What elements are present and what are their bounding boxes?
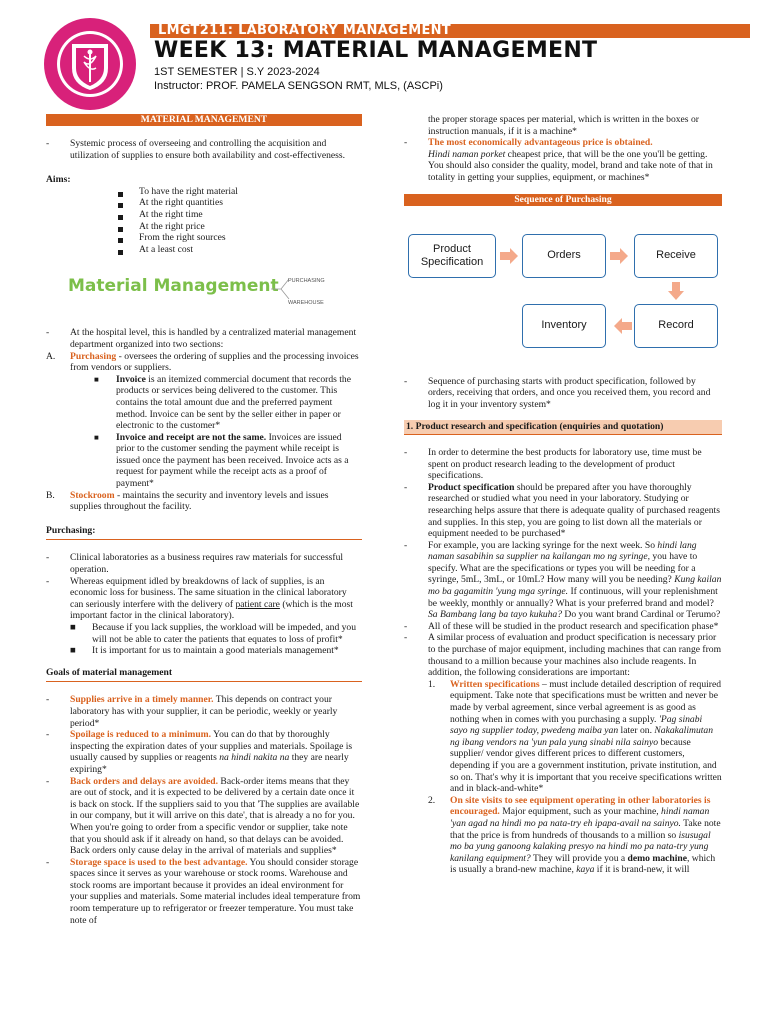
consideration-text: They will provide you a [530,852,628,864]
aim-item [46,232,362,244]
consideration-text: Take note that the price is from hundreds of thousands to a million so [450,817,721,841]
economic-price-item: - The most economically advantageous price is obtained. Hindi naman porket cheapest price, that will be the one you'll be getting. You should also consider the quality, model, brand and take note of that in totality in getting your supplies, equipment, or machines* [404,137,713,183]
economic-price-text: cheapest price, that will be the one you'll be getting. You should also consider the quality, model, brand and take note of that in totality in getting your supplies, equipment, or machines* [428,148,713,183]
flow-box-receive: Receive [634,234,718,278]
goal-term: Back orders and delays are avoided. [70,775,219,787]
purchasing-point-text: Clinical laboratories as a business requires raw materials for successful operation. [70,552,344,576]
flow-box-record: Record [634,304,718,348]
aim-item [46,186,362,198]
product-research-text: A similar process of evaluation and product specification is necessary prior to the purchase of major equipment, including machines that can range from thousand to a million because your machines also include reagents. In addition, the following considerations are important: [428,632,722,679]
hospital-intro-text: At the hospital level, this is handled by a centralized material management department organized into two sections: [70,327,357,350]
sequence-description-text: Sequence of purchasing starts with product specification, followed by orders, receiving that orders, and once you received them, you record and log it in your inventory system* [428,375,711,410]
consideration-italic: hindi naman 'yan agad na hindi mo pa nata-try eh ipapa-avail na sainyo. [450,806,710,829]
aim-text: To have the right material [139,185,238,197]
goal-italic-text: na hindi nakita na [219,752,290,764]
product-research-text: you have to specify. What are the specifications or types you will be needing for a syringe, 5mL, 3mL, or 10mL? How many will you be needing? [428,551,698,586]
goal-text: they are nearly expiring* [70,752,349,775]
product-research-text: For example, you are lacking syringe for the next week. So [428,539,658,551]
goal-text: You can do that by thoroughly inspecting the expiration dates of your supplies and materials. Spoilage is usually caused by supplies or reagents [70,729,353,764]
material-management-banner [46,265,362,315]
definition-text: Systemic process of overseeing and controlling the acquisition and utilization of supplies to ensure both availability and cost-effectiveness. [70,138,346,161]
consideration-text: , which is usually a brand-new machine, [450,852,716,876]
product-research-text: All of these will be studied in the product research and specification phase* [428,620,719,632]
goal-text: This depends on contract your laboratory has with your supplier, it can be periodic, weekly or yearly period* [70,694,338,729]
consideration-text: because supplier/ vendor gives different prices to different customers, depending if you are a government institution, private institution, and so on. That's why it is important that you receive specifications written and in black-and-white* [450,736,722,795]
purchasing-point: - Clinical laboratories as a business requires raw materials for successful operation. [46,552,344,576]
right-column [404,114,722,876]
aims-label: Aims: [46,174,71,186]
section-header-material-management: MATERIAL MANAGEMENT [46,114,362,126]
product-research-point: - For example, you are lacking syringe for the next week. So hindi lang naman sasabihin sa supplier na kailangan mo ng syringe, you have to specify. What are the specifications or types you will be needing for a syringe, 5mL, 3mL, or 10mL? How many will you be needing? Kung kailan mo ba gagamitin 'yung mga syringe. If continuous, will your replenishment be weekly, monthly or annually? What is your preferred brand and model? Sa Bambang lang ba tayo kukuha? Do you want brand Cardinal or Terumo? [404,539,722,621]
list-marker: 1. [428,678,436,690]
consideration-term: On site visits to see equipment operating in other laboratories is encouraged. [450,794,711,818]
consideration-text: – must include detailed description of required equipment. Take note that specifications must be written and never be made by verbal agreement, since verbal agreement is as good as nothing when in comes with you purchasing a supply. [450,678,722,725]
semester-line: 1ST SEMESTER | S.Y 2023-2024 [154,66,320,78]
banner-warehouse: WAREHOUSE [288,300,324,307]
purchasing-section-item [46,351,362,374]
economic-price-term: The most economically advantageous price is obtained. [428,137,653,149]
purchasing-heading: Purchasing: [46,525,362,541]
purchasing-text: - oversees the ordering of supplies and the processing invoices from vendors or suppliers. [70,350,359,374]
product-research-text: Do you want brand Cardinal or Terumo? [562,609,721,621]
product-research-point: - Product specification should be prepared after you have thoroughly researched or studied what you need in your laboratory. Studying or researching helps assure that there is adequate quality of purchased reagents and supplies. In this step, you are going to list down all the materials or equipment needed to be purchased* [404,481,720,540]
goal-text: You should consider storage spaces since it serves as your warehouse or stock rooms. Warehouse and stock rooms are important because it provides an ideal environment for your supplies and materials. Some material includes ideal temperature from room temperature up to refrigerator or freezer temperature. You must take note of [70,856,361,926]
purchasing-subpoint: ■ Because if you lack supplies, the workload will be impeded, and you will not be able to cater the patients that equates to loss of profit* [70,622,357,645]
sequence-description-item: - Sequence of purchasing starts with product specification, followed by orders, receiving that orders, and once you received them, you record and log it in your inventory system* [404,375,711,410]
flow-arrow-down-icon [668,282,684,300]
goals-heading: Goals of material management [46,667,362,683]
receipt-item: ■ Invoice and receipt are not the same. Invoices are issued prior to the customer sending the payment while receipt is issued once the payment has been received. Invoice acts as a request for payment while the receipt acts as a proof of payment* [94,431,349,490]
purchasing-point-text: Whereas equipment idled by breakdowns of lack of supplies, is an economic loss for business. The same situation in the clinical laboratory can seriously interfere with the delivery of [70,575,347,610]
purchasing-subpoint-text: It is important for us to maintain a good materials management* [92,645,339,657]
aim-item [46,221,362,233]
flow-box-orders: Orders [522,234,606,278]
economic-price-italic: Hindi naman porket [428,148,506,160]
goal-text: Back-order items means that they are out of stock, and it is expected to be delivered by a certain date once it is back on stock. If the suppliers said to you that 'The supplies are available in our company, but it will arrive on this date', that is already a no for you. When you're going to order from a specific vendor or supplier, take note that you should ask if it already on hand, so that delays can be avoided. Back orders only cause delay in the arrival of materials and supplies* [70,775,360,857]
patient-care-text: patient care [235,598,280,610]
aim-text: At the right time [139,208,203,220]
consideration-italic: 'Pag sinabi sayo ng supplier today, pwedeng maiba yan [450,713,703,737]
purchasing-term: Purchasing [70,350,117,362]
product-research-italic: Sa Bambang lang ba tayo kukuha? [428,609,563,621]
product-research-point: - In order to determine the best products for laboratory use, time must be spent on product research leading to the development of product specifications. [404,446,702,482]
purchasing-point-text: (which is the most important factor in the clinical laboratory). [70,598,353,622]
consideration-term: Written specifications [450,678,540,690]
flow-box-inventory: Inventory [522,304,606,348]
aim-item [46,209,362,221]
aim-item [46,197,362,209]
banner-title: Material Management [68,276,279,297]
list-marker: B. [46,489,55,501]
consideration-item [404,795,722,876]
consideration-italic: kaya [576,864,595,876]
product-research-text: If continuous, will your replenishment be weekly, monthly or annually? What is your preferred brand and model? [428,586,718,609]
aim-text: At a least cost [139,243,194,255]
hospital-intro-item: - At the hospital level, this is handled by a centralized material management department organized into two sections: [46,327,357,350]
goal-item: - Spoilage is reduced to a minimum. You can do that by thoroughly inspecting the expiration dates of your supplies and materials. Spoilage is usually caused by supplies or reagents na hindi nakita na they are nearly expiring* [46,729,353,775]
flow-box-product-specification: Product Specification [408,234,496,278]
receipt-text: Invoices are issued prior to the customer sending the payment while receipt is issued once the payment has been received. Invoice acts as a request for payment while the receipt acts as a proof of payment* [116,431,349,490]
section-header-sequence: Sequence of Purchasing [404,194,722,206]
product-research-point: - A similar process of evaluation and product specification is necessary prior to the purchase of major equipment, including machines that can range from thousand to a million because your machines also include reagents. In addition, the following considerations are important: [404,632,722,679]
invoice-item: ■ Invoice is an itemized commercial document that records the products or services being delivered to the customer. This contains the total amount due and the preferred payment method. Invoice can be sent by the seller either in paper or electronic to the customer* [94,373,351,432]
consideration-italic: Nakakalimutan ng ibang vendors na 'yun pala yung sinabi nila sainyo [450,725,713,748]
goal-item: - Storage space is used to the best advantage. You should consider storage spaces since it serves as your warehouse or stock rooms. Warehouse and stock rooms are important because it provides an ideal environment for your supplies and materials. Some material includes ideal temperature from room temperature up to refrigerator or freezer temperature. You must take note of [46,856,361,926]
instructor-line: Instructor: PROF. PAMELA SENGSON RMT, MLS, (ASCPi) [154,80,443,92]
consideration-text: if it is brand-new, it will [594,864,690,876]
goal-term: Storage space is used to the best advantage. [70,856,248,868]
course-title: LMGT211: LABORATORY MANAGEMENT [158,23,451,38]
product-research-italic: hindi lang naman sasabihin sa supplier na kailangan mo ng syringe, [428,539,697,563]
list-marker: A. [46,350,56,362]
consideration-text: Major equipment, such as your machine, [499,806,662,818]
product-specification-term: Product specification [428,481,515,493]
aim-item [46,244,362,256]
product-research-point: - All of these will be studied in the product research and specification phase* [404,620,719,632]
product-research-heading: 1. Product research and specification (enquiries and quotation) [404,420,722,435]
receipt-term: Invoice and receipt are not the same. [116,431,267,443]
storage-continuation: the proper storage spaces per material, which is written in the boxes or instruction manuals, if it is a machine* [428,114,699,137]
goal-term: Spoilage is reduced to a minimum. [70,729,212,741]
banner-purchasing: PURCHASING [288,278,325,285]
definition-item: - Systemic process of overseeing and controlling the acquisition and utilization of supplies to ensure both availability and cost-effectiveness. [46,138,346,161]
goal-term: Supplies arrive in a timely manner. [70,694,214,706]
product-research-text: should be prepared after you have thoroughly researched or studied what you need in your laboratory. Studying or researching helps assure that there is adequate quality of purchased reagents and supplies. In this step, you are going to list down all the materials or equipment needed to be purchased* [428,481,720,540]
goal-item: - Supplies arrive in a timely manner. This depends on contract your laboratory has with your supplier, it can be periodic, weekly or yearly period* [46,694,338,729]
purchasing-subpoint-text: Because if you lack supplies, the workload will be impeded, and you will not be able to cater the patients that equates to loss of profit* [92,622,357,645]
consideration-italic: isusugal mo ba yung ganoong kalaking presyo na hindi mo pa nata-try yung kanilang equipment? [450,829,711,864]
purchasing-flow-diagram [404,206,722,366]
aim-text: At the right price [139,220,205,232]
list-marker: 2. [428,794,436,806]
invoice-text: is an itemized commercial document that records the products or services being delivered to the customer. This contains the total amount due and the preferred payment method. Invoice can be sent by the seller either in paper or electronic to the customer* [116,373,351,432]
goal-item: - Back orders and delays are avoided. Back-order items means that they are out of stock, and it is expected to be delivered by a certain date once it is back on stock. If the suppliers said to you that 'The supplies are available in our company, but it will arrive on this date', that is already a no for you. When you're going to order from a specific vendor or supplier, take note that you should ask if it already on hand, so that delays can be avoided. Back orders only cause delay in the arrival of materials and supplies* [46,775,360,857]
invoice-term: Invoice [116,373,146,385]
product-research-italic: Kung kailan mo ba gagamitin 'yung mga syringe. [428,574,722,598]
flow-arrow-left-icon [612,318,632,334]
aim-text: From the right sources [139,232,226,244]
stockroom-term: Stockroom [70,489,115,501]
consideration-text: later on. [618,725,655,737]
consideration-item [404,679,722,795]
product-research-text: In order to determine the best products for laboratory use, time must be spent on product research leading to the development of product specifications. [428,446,702,482]
purchasing-subpoint: ■ It is important for us to maintain a good materials management* [70,645,339,657]
university-logo [42,16,138,112]
stockroom-text: - maintains the security and inventory levels and issues supplies throughout the facility. [70,489,329,513]
flow-arrow-right-icon [610,248,630,264]
page-title: WEEK 13: MATERIAL MANAGEMENT [154,38,598,63]
demo-machine-term: demo machine [627,852,687,864]
aim-text: At the right quantities [139,197,223,209]
flow-arrow-right-icon [500,248,520,264]
stockroom-section-item [46,490,362,513]
purchasing-point: - Whereas equipment idled by breakdowns of lack of supplies, is an economic loss for business. The same situation in the clinical laboratory can seriously interfere with the delivery of patient care (which is the most important factor in the clinical laboratory). [46,575,353,622]
left-column [46,114,362,926]
